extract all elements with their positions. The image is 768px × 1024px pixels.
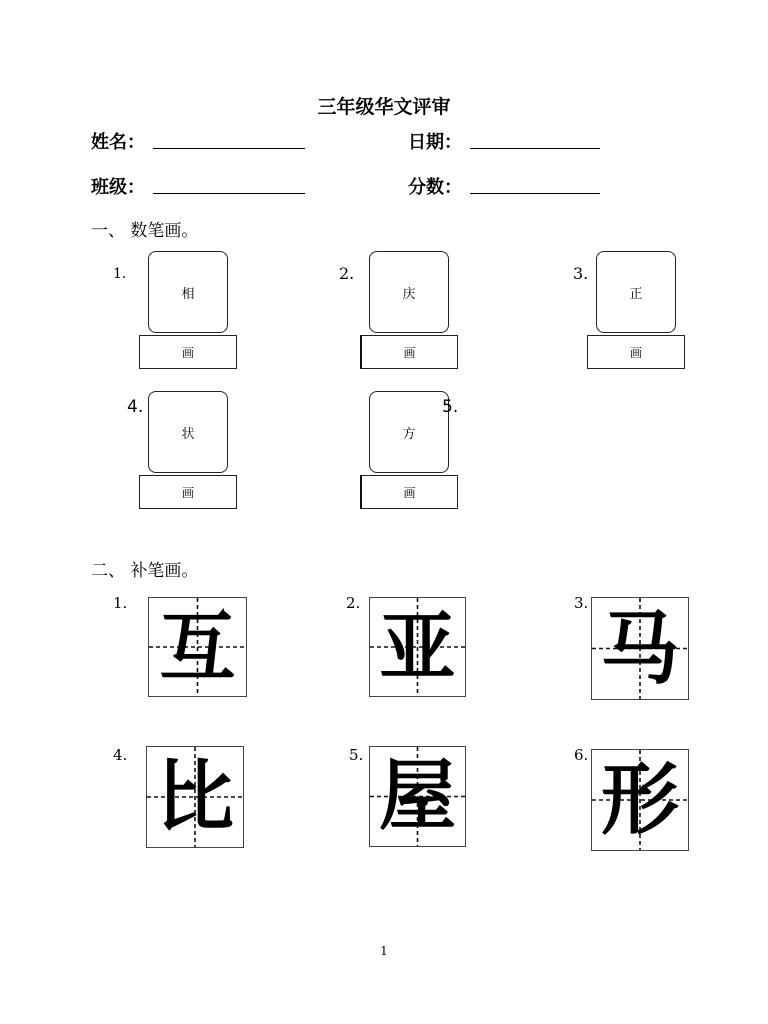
name-field[interactable] — [153, 148, 305, 149]
practice-grid-svg — [149, 598, 246, 696]
stroke-count-box[interactable]: 画 — [587, 335, 685, 369]
stroke-item-number: 2. — [339, 264, 355, 283]
stroke-count-box[interactable]: 画 — [139, 475, 237, 509]
stroke-item-number: 4. — [127, 397, 144, 417]
character-box: 庆 — [369, 251, 449, 333]
complete-item-number: 2. — [346, 594, 361, 612]
date-field[interactable] — [470, 148, 600, 149]
class-field[interactable] — [153, 193, 305, 194]
stroke-item-number: 5. — [442, 397, 459, 417]
practice-character: 形 — [600, 754, 680, 846]
score-label: 分数： — [408, 177, 462, 198]
practice-character: 比 — [155, 751, 235, 843]
practice-grid — [146, 746, 244, 848]
stroke-item-number: 3. — [573, 264, 589, 283]
practice-grid — [591, 597, 689, 700]
practice-character: 马 — [600, 602, 680, 695]
complete-item-number: 3. — [574, 594, 589, 612]
complete-item-number: 6. — [574, 746, 589, 764]
practice-grid — [148, 597, 247, 697]
practice-character: 屋 — [379, 751, 456, 842]
page-title: 三年级华文评审 — [317, 96, 451, 118]
practice-grid-svg — [370, 598, 465, 696]
character-box: 方 — [369, 391, 449, 473]
complete-item-number: 5. — [349, 746, 364, 764]
practice-grid — [591, 749, 689, 851]
name-label: 姓名： — [91, 132, 145, 153]
section2-heading: 二、 补笔画。 — [91, 561, 199, 581]
section1-heading: 一、 数笔画。 — [91, 221, 199, 241]
date-label: 日期： — [408, 132, 462, 153]
practice-grid — [369, 597, 466, 697]
stroke-count-box[interactable]: 画 — [139, 335, 237, 369]
practice-character: 亚 — [379, 602, 456, 692]
practice-grid-svg — [370, 747, 465, 846]
character-box: 正 — [596, 251, 676, 333]
page-number: 1 — [380, 944, 388, 958]
stroke-count-box[interactable]: 画 — [360, 475, 458, 509]
complete-item-number: 1. — [113, 594, 128, 612]
practice-grid — [369, 746, 466, 847]
character-box: 状 — [148, 391, 228, 473]
score-field[interactable] — [470, 193, 600, 194]
practice-grid-svg — [147, 747, 243, 847]
character-box: 相 — [148, 251, 228, 333]
stroke-count-box[interactable]: 画 — [360, 335, 458, 369]
class-label: 班级： — [91, 177, 145, 198]
stroke-item-number: 1. — [113, 266, 127, 282]
practice-character: 互 — [159, 602, 236, 692]
practice-grid-svg — [592, 598, 688, 699]
complete-item-number: 4. — [113, 746, 128, 764]
practice-grid-svg — [592, 750, 688, 850]
